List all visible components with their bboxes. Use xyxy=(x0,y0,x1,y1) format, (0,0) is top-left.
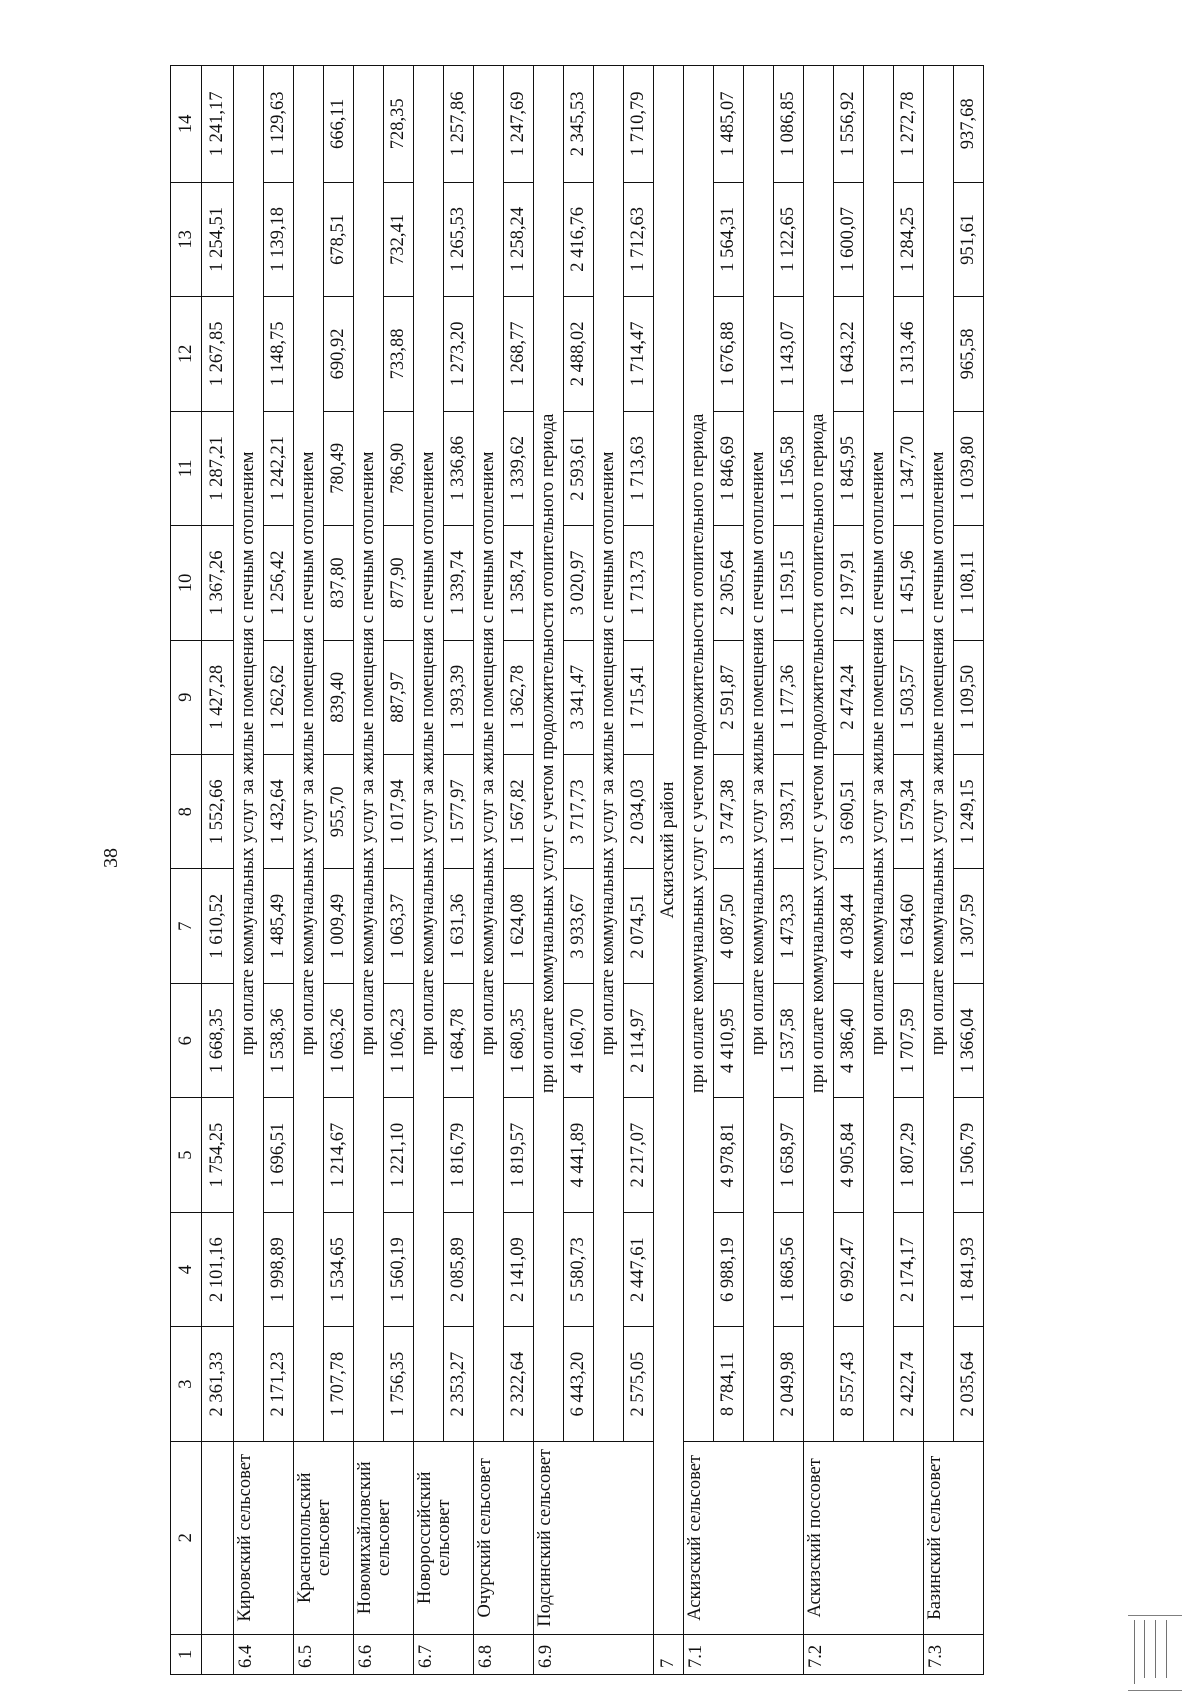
payment-condition: при оплате коммунальных услуг с учетом продолжительности отопительного периода xyxy=(684,66,714,1442)
payment-condition: при оплате коммунальных услуг с учетом продолжительности отопительного периода xyxy=(534,66,564,1442)
tariff-value: 1 503,57 xyxy=(894,640,924,754)
tariff-value: 2 141,09 xyxy=(504,1212,534,1326)
tariff-value: 1 367,26 xyxy=(202,526,234,640)
stamp-line xyxy=(1155,1620,1156,1678)
municipality-name: Подсинский сельсовет xyxy=(534,1441,654,1634)
tariff-value: 2 171,23 xyxy=(264,1327,294,1441)
tariff-value: 1 713,63 xyxy=(624,411,654,525)
table-row xyxy=(714,66,744,1675)
payment-condition: при оплате коммунальных услуг за жилые помещения с печным отоплением xyxy=(234,66,264,1442)
tariff-value: 1 265,53 xyxy=(444,182,474,296)
table-row xyxy=(864,66,894,1675)
row-number: 6.8 xyxy=(474,1634,534,1674)
tariff-value: 4 386,40 xyxy=(834,983,864,1097)
tariff-value: 2 416,76 xyxy=(564,182,594,296)
tariff-value: 1 159,15 xyxy=(774,526,804,640)
tariff-value: 1 362,78 xyxy=(504,640,534,754)
tariff-value: 1 177,36 xyxy=(774,640,804,754)
column-header: 2 xyxy=(171,1441,202,1634)
municipality-name xyxy=(202,1441,234,1634)
column-header: 6 xyxy=(171,983,202,1097)
column-header: 4 xyxy=(171,1212,202,1326)
column-header: 13 xyxy=(171,182,202,296)
stamp-line xyxy=(1134,1620,1135,1684)
tariff-value: 887,97 xyxy=(384,640,414,754)
tariff-value: 1 754,25 xyxy=(202,1098,234,1212)
table-row xyxy=(594,66,624,1675)
tariff-value: 1 039,80 xyxy=(954,411,984,525)
tariff-value: 2 591,87 xyxy=(714,640,744,754)
section-title: Аскизский район xyxy=(654,66,684,1635)
tariff-value: 1 713,73 xyxy=(624,526,654,640)
table-row xyxy=(834,66,864,1675)
tariff-value: 1 247,69 xyxy=(504,66,534,183)
tariff-value: 1 868,56 xyxy=(774,1212,804,1326)
tariff-table xyxy=(170,65,984,1675)
table-row xyxy=(744,66,774,1675)
tariff-value: 4 038,44 xyxy=(834,869,864,983)
tariff-value: 1 393,71 xyxy=(774,755,804,869)
tariff-value: 786,90 xyxy=(384,411,414,525)
payment-condition: при оплате коммунальных услуг за жилые помещения с печным отоплением xyxy=(924,66,954,1442)
tariff-value: 1 009,49 xyxy=(324,869,354,983)
tariff-value: 955,70 xyxy=(324,755,354,869)
tariff-value: 877,90 xyxy=(384,526,414,640)
tariff-value: 1 485,49 xyxy=(264,869,294,983)
municipality-name: Аскизский сельсовет xyxy=(684,1441,804,1634)
tariff-value: 1 358,74 xyxy=(504,526,534,640)
tariff-value: 1 696,51 xyxy=(264,1098,294,1212)
tariff-value: 1 556,92 xyxy=(834,66,864,183)
tariff-value: 2 035,64 xyxy=(954,1327,984,1441)
tariff-value: 1 267,85 xyxy=(202,297,234,411)
tariff-value: 4 905,84 xyxy=(834,1098,864,1212)
tariff-value: 780,49 xyxy=(324,411,354,525)
table-row xyxy=(804,66,834,1675)
tariff-value: 1 819,57 xyxy=(504,1098,534,1212)
municipality-name: Аскизский поссовет xyxy=(804,1441,924,1634)
tariff-value: 2 345,53 xyxy=(564,66,594,183)
tariff-value: 2 488,02 xyxy=(564,297,594,411)
tariff-value: 1 106,23 xyxy=(384,983,414,1097)
tariff-value: 732,41 xyxy=(384,182,414,296)
tariff-value: 690,92 xyxy=(324,297,354,411)
tariff-value: 2 034,03 xyxy=(624,755,654,869)
tariff-value: 1 366,04 xyxy=(954,983,984,1097)
tariff-value: 1 841,93 xyxy=(954,1212,984,1326)
municipality-name: Очурский сельсовет xyxy=(474,1441,534,1634)
tariff-value: 2 074,51 xyxy=(624,869,654,983)
tariff-value: 1 577,97 xyxy=(444,755,474,869)
stamp-line xyxy=(1144,1620,1145,1678)
tariff-value: 2 101,16 xyxy=(202,1212,234,1326)
tariff-value: 1 214,67 xyxy=(324,1098,354,1212)
tariff-value: 4 087,50 xyxy=(714,869,744,983)
tariff-value: 1 256,42 xyxy=(264,526,294,640)
tariff-value: 1 712,63 xyxy=(624,182,654,296)
section-row xyxy=(654,66,684,1675)
tariff-value: 6 443,20 xyxy=(564,1327,594,1441)
tariff-value: 1 241,17 xyxy=(202,66,234,183)
tariff-value: 2 217,07 xyxy=(624,1098,654,1212)
column-header: 10 xyxy=(171,526,202,640)
tariff-value: 1 249,15 xyxy=(954,755,984,869)
table-row xyxy=(354,66,384,1675)
tariff-value: 1 560,19 xyxy=(384,1212,414,1326)
tariff-value: 1 432,64 xyxy=(264,755,294,869)
table-row xyxy=(384,66,414,1675)
tariff-value: 1 242,21 xyxy=(264,411,294,525)
tariff-value: 1 284,25 xyxy=(894,182,924,296)
tariff-value: 1 715,41 xyxy=(624,640,654,754)
row-number: 7.1 xyxy=(684,1634,804,1674)
tariff-value: 3 341,47 xyxy=(564,640,594,754)
tariff-value: 1 017,94 xyxy=(384,755,414,869)
column-header: 11 xyxy=(171,411,202,525)
table-row xyxy=(264,66,294,1675)
tariff-value: 728,35 xyxy=(384,66,414,183)
tariff-value: 3 690,51 xyxy=(834,755,864,869)
tariff-value: 1 427,28 xyxy=(202,640,234,754)
tariff-value: 1 122,65 xyxy=(774,182,804,296)
row-number: 7.2 xyxy=(804,1634,924,1674)
tariff-value: 1 268,77 xyxy=(504,297,534,411)
tariff-value: 3 717,73 xyxy=(564,755,594,869)
tariff-value: 2 575,05 xyxy=(624,1327,654,1441)
tariff-value: 1 567,82 xyxy=(504,755,534,869)
tariff-value: 666,11 xyxy=(324,66,354,183)
table-body xyxy=(171,66,984,1675)
tariff-value: 5 580,73 xyxy=(564,1212,594,1326)
tariff-value: 1 108,11 xyxy=(954,526,984,640)
tariff-value: 733,88 xyxy=(384,297,414,411)
tariff-value: 1 485,07 xyxy=(714,66,744,183)
tariff-value: 1 156,58 xyxy=(774,411,804,525)
column-header: 8 xyxy=(171,755,202,869)
tariff-value: 1 756,35 xyxy=(384,1327,414,1441)
column-header-row xyxy=(171,66,202,1675)
tariff-value: 1 707,59 xyxy=(894,983,924,1097)
tariff-value: 839,40 xyxy=(324,640,354,754)
tariff-value: 1 307,59 xyxy=(954,869,984,983)
payment-condition: при оплате коммунальных услуг с учетом продолжительности отопительного периода xyxy=(804,66,834,1442)
tariff-value: 1 086,85 xyxy=(774,66,804,183)
tariff-value: 1 624,08 xyxy=(504,869,534,983)
payment-condition: при оплате коммунальных услуг за жилые помещения с печным отоплением xyxy=(594,66,624,1442)
table-row xyxy=(504,66,534,1675)
table-row xyxy=(534,66,564,1675)
tariff-value: 1 336,86 xyxy=(444,411,474,525)
table-row xyxy=(294,66,324,1675)
tariff-value: 937,68 xyxy=(954,66,984,183)
tariff-value: 1 537,58 xyxy=(774,983,804,1097)
column-header: 1 xyxy=(171,1634,202,1674)
table-row xyxy=(324,66,354,1675)
tariff-value: 1 506,79 xyxy=(954,1098,984,1212)
tariff-value: 2 361,33 xyxy=(202,1327,234,1441)
municipality-name: Новомихайловский сельсовет xyxy=(354,1441,414,1634)
tariff-value: 2 474,24 xyxy=(834,640,864,754)
tariff-value: 1 109,50 xyxy=(954,640,984,754)
tariff-value: 1 272,78 xyxy=(894,66,924,183)
tariff-value: 2 114,97 xyxy=(624,983,654,1097)
tariff-value: 1 221,10 xyxy=(384,1098,414,1212)
column-header: 5 xyxy=(171,1098,202,1212)
row-number: 6.7 xyxy=(414,1634,474,1674)
municipality-name: Базинский сельсовет xyxy=(924,1441,984,1634)
stamp-line xyxy=(1166,1620,1167,1678)
municipality-name: Кировский сельсовет xyxy=(234,1441,294,1634)
tariff-value: 6 992,47 xyxy=(834,1212,864,1326)
tariff-value: 1 658,97 xyxy=(774,1098,804,1212)
tariff-value: 2 049,98 xyxy=(774,1327,804,1441)
tariff-value: 678,51 xyxy=(324,182,354,296)
tariff-value: 1 143,07 xyxy=(774,297,804,411)
municipality-name: Краснопольский сельсовет xyxy=(294,1441,354,1634)
tariff-value: 1 816,79 xyxy=(444,1098,474,1212)
tariff-value: 2 305,64 xyxy=(714,526,744,640)
tariff-value: 1 600,07 xyxy=(834,182,864,296)
tariff-value: 1 273,20 xyxy=(444,297,474,411)
tariff-value: 1 846,69 xyxy=(714,411,744,525)
tariff-value: 2 085,89 xyxy=(444,1212,474,1326)
tariff-value: 1 129,63 xyxy=(264,66,294,183)
tariff-value: 1 393,39 xyxy=(444,640,474,754)
table-row xyxy=(624,66,654,1675)
row-number: 6.9 xyxy=(534,1634,654,1674)
tariff-value: 1 063,26 xyxy=(324,983,354,1097)
tariff-value: 951,61 xyxy=(954,182,984,296)
payment-condition: при оплате коммунальных услуг за жилые помещения с печным отоплением xyxy=(864,66,894,1442)
tariff-value: 1 257,86 xyxy=(444,66,474,183)
tariff-value: 1 451,96 xyxy=(894,526,924,640)
tariff-value: 1 148,75 xyxy=(264,297,294,411)
table-row xyxy=(564,66,594,1675)
tariff-value: 1 254,51 xyxy=(202,182,234,296)
tariff-value: 1 339,74 xyxy=(444,526,474,640)
table-row xyxy=(894,66,924,1675)
stamp-mark xyxy=(1128,1615,1182,1691)
tariff-value: 2 353,27 xyxy=(444,1327,474,1441)
tariff-value: 1 552,66 xyxy=(202,755,234,869)
tariff-value: 2 197,91 xyxy=(834,526,864,640)
column-header: 14 xyxy=(171,66,202,183)
column-header: 9 xyxy=(171,640,202,754)
tariff-value: 2 322,64 xyxy=(504,1327,534,1441)
tariff-value: 1 339,62 xyxy=(504,411,534,525)
tariff-value: 1 534,65 xyxy=(324,1212,354,1326)
payment-condition: при оплате коммунальных услуг за жилые помещения с печным отоплением xyxy=(744,66,774,1442)
tariff-value: 1 710,79 xyxy=(624,66,654,183)
tariff-value: 1 998,89 xyxy=(264,1212,294,1326)
table-row xyxy=(774,66,804,1675)
tariff-value: 1 287,21 xyxy=(202,411,234,525)
table-row xyxy=(474,66,504,1675)
tariff-value: 1 845,95 xyxy=(834,411,864,525)
tariff-value: 1 258,24 xyxy=(504,182,534,296)
row-number: 6.6 xyxy=(354,1634,414,1674)
table-row xyxy=(924,66,954,1675)
row-number: 6.4 xyxy=(234,1634,294,1674)
table-row xyxy=(234,66,264,1675)
tariff-value: 1 473,33 xyxy=(774,869,804,983)
table-row xyxy=(202,66,234,1675)
table-row xyxy=(684,66,714,1675)
section-number: 7 xyxy=(654,1634,684,1674)
tariff-value: 1 680,35 xyxy=(504,983,534,1097)
page-number: 38 xyxy=(100,848,122,868)
column-header: 12 xyxy=(171,297,202,411)
tariff-value: 1 707,78 xyxy=(324,1327,354,1441)
tariff-value: 1 668,35 xyxy=(202,983,234,1097)
column-header: 3 xyxy=(171,1327,202,1441)
tariff-value: 1 634,60 xyxy=(894,869,924,983)
tariff-value: 1 538,36 xyxy=(264,983,294,1097)
tariff-value: 837,80 xyxy=(324,526,354,640)
tariff-value: 1 347,70 xyxy=(894,411,924,525)
payment-condition: при оплате коммунальных услуг за жилые помещения с печным отоплением xyxy=(294,66,324,1442)
tariff-value: 4 441,89 xyxy=(564,1098,594,1212)
tariff-value: 4 978,81 xyxy=(714,1098,744,1212)
payment-condition: при оплате коммунальных услуг за жилые помещения с печным отоплением xyxy=(354,66,384,1442)
tariff-value: 4 160,70 xyxy=(564,983,594,1097)
tariff-value: 4 410,95 xyxy=(714,983,744,1097)
table-row xyxy=(444,66,474,1675)
tariff-value: 1 676,88 xyxy=(714,297,744,411)
payment-condition: при оплате коммунальных услуг за жилые помещения с печным отоплением xyxy=(414,66,444,1442)
tariff-value: 1 807,29 xyxy=(894,1098,924,1212)
payment-condition: при оплате коммунальных услуг за жилые помещения с печным отоплением xyxy=(474,66,504,1442)
tariff-value: 8 557,43 xyxy=(834,1327,864,1441)
tariff-value: 1 610,52 xyxy=(202,869,234,983)
tariff-value: 1 063,37 xyxy=(384,869,414,983)
table-row xyxy=(954,66,984,1675)
tariff-value: 1 262,62 xyxy=(264,640,294,754)
tariff-value: 1 631,36 xyxy=(444,869,474,983)
tariff-value: 965,58 xyxy=(954,297,984,411)
tariff-value: 2 447,61 xyxy=(624,1212,654,1326)
tariff-value: 1 714,47 xyxy=(624,297,654,411)
tariff-value: 1 684,78 xyxy=(444,983,474,1097)
tariff-value: 2 593,61 xyxy=(564,411,594,525)
tariff-value: 6 988,19 xyxy=(714,1212,744,1326)
municipality-name: Новороссийский сельсовет xyxy=(414,1441,474,1634)
tariff-value: 1 313,46 xyxy=(894,297,924,411)
tariff-value: 1 579,34 xyxy=(894,755,924,869)
tariff-value: 1 139,18 xyxy=(264,182,294,296)
row-number: 6.5 xyxy=(294,1634,354,1674)
tariff-value: 2 174,17 xyxy=(894,1212,924,1326)
tariff-value: 3 933,67 xyxy=(564,869,594,983)
tariff-value: 1 564,31 xyxy=(714,182,744,296)
tariff-value: 2 422,74 xyxy=(894,1327,924,1441)
tariff-value: 3 747,38 xyxy=(714,755,744,869)
row-number: 7.3 xyxy=(924,1634,984,1674)
column-header: 7 xyxy=(171,869,202,983)
tariff-value: 3 020,97 xyxy=(564,526,594,640)
table-row xyxy=(414,66,444,1675)
tariff-value: 1 643,22 xyxy=(834,297,864,411)
rotated-table-container xyxy=(170,65,984,1675)
tariff-value: 8 784,11 xyxy=(714,1327,744,1441)
row-number xyxy=(202,1634,234,1674)
